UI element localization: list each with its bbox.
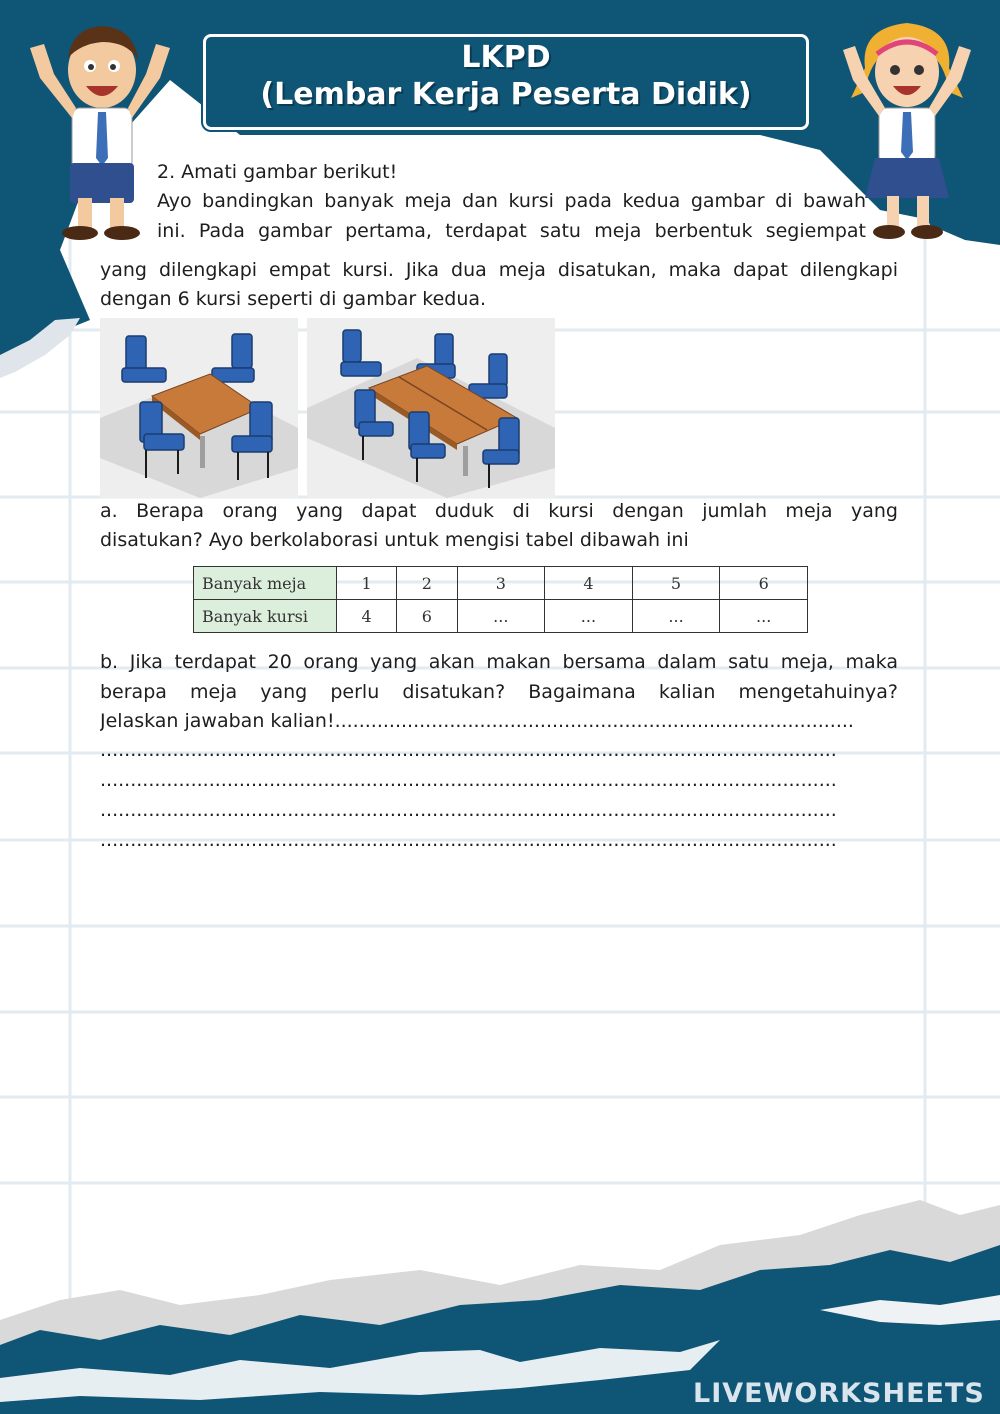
table-cell: 2 — [397, 567, 457, 600]
question-paragraph-line2: ini. Pada gambar pertama, terdapat satu meja berbentuk segiempat — [157, 220, 866, 242]
two-tables-six-chairs-image — [307, 318, 555, 498]
answer-line[interactable]: .......................................................................................................................... — [100, 769, 837, 791]
table-cell: 5 — [632, 567, 720, 600]
question-intro: 2. Amati gambar berikut! — [157, 161, 398, 183]
table-cell: 3 — [457, 567, 545, 600]
table-cell: 4 — [337, 600, 397, 633]
title-subtitle: (Lembar Kerja Peserta Didik) — [260, 77, 752, 112]
answer-cell[interactable]: ... — [457, 600, 545, 633]
answer-cell[interactable]: ... — [720, 600, 808, 633]
table-cell: 6 — [720, 567, 808, 600]
part-a-line1: a. Berapa orang yang dapat duduk di kursi dengan jumlah meja yang — [100, 500, 898, 522]
one-table-four-chairs-image — [100, 318, 298, 498]
row-label-chairs: Banyak kursi — [194, 600, 337, 633]
question-paragraph-line4: dengan 6 kursi seperti di gambar kedua. — [100, 288, 487, 310]
question-paragraph-line3: yang dilengkapi empat kursi. Jika dua meja disatukan, maka dapat dilengkapi — [100, 259, 898, 281]
title-banner — [203, 34, 809, 130]
part-b-line1: b. Jika terdapat 20 orang yang akan makan bersama dalam satu meja, maka — [100, 651, 898, 673]
answer-cell[interactable]: ... — [632, 600, 720, 633]
part-b-line2: berapa meja yang perlu disatukan? Bagaimana kalian mengetahuinya? — [100, 681, 898, 703]
part-b-line3-answer[interactable]: Jelaskan jawaban kalian!...................................................................................... — [100, 710, 854, 732]
answer-cell[interactable]: ... — [545, 600, 633, 633]
table-cell: 6 — [397, 600, 457, 633]
row-label-tables: Banyak meja — [194, 567, 337, 600]
answer-line[interactable]: .......................................................................................................................... — [100, 799, 837, 821]
answer-line[interactable]: .......................................................................................................................... — [100, 829, 837, 851]
table-cell: 1 — [337, 567, 397, 600]
tables-chairs-table — [193, 566, 808, 633]
liveworksheets-logo: LIVEWORKSHEETS — [693, 1378, 985, 1409]
question-paragraph-line1: Ayo bandingkan banyak meja dan kursi pada kedua gambar di bawah — [157, 190, 866, 212]
table-cell: 4 — [545, 567, 633, 600]
title-main: LKPD — [461, 40, 551, 75]
answer-line[interactable]: .......................................................................................................................... — [100, 739, 837, 761]
table-row — [194, 600, 808, 633]
table-row — [194, 567, 808, 600]
part-a-line2: disatukan? Ayo berkolaborasi untuk mengisi tabel dibawah ini — [100, 529, 689, 551]
